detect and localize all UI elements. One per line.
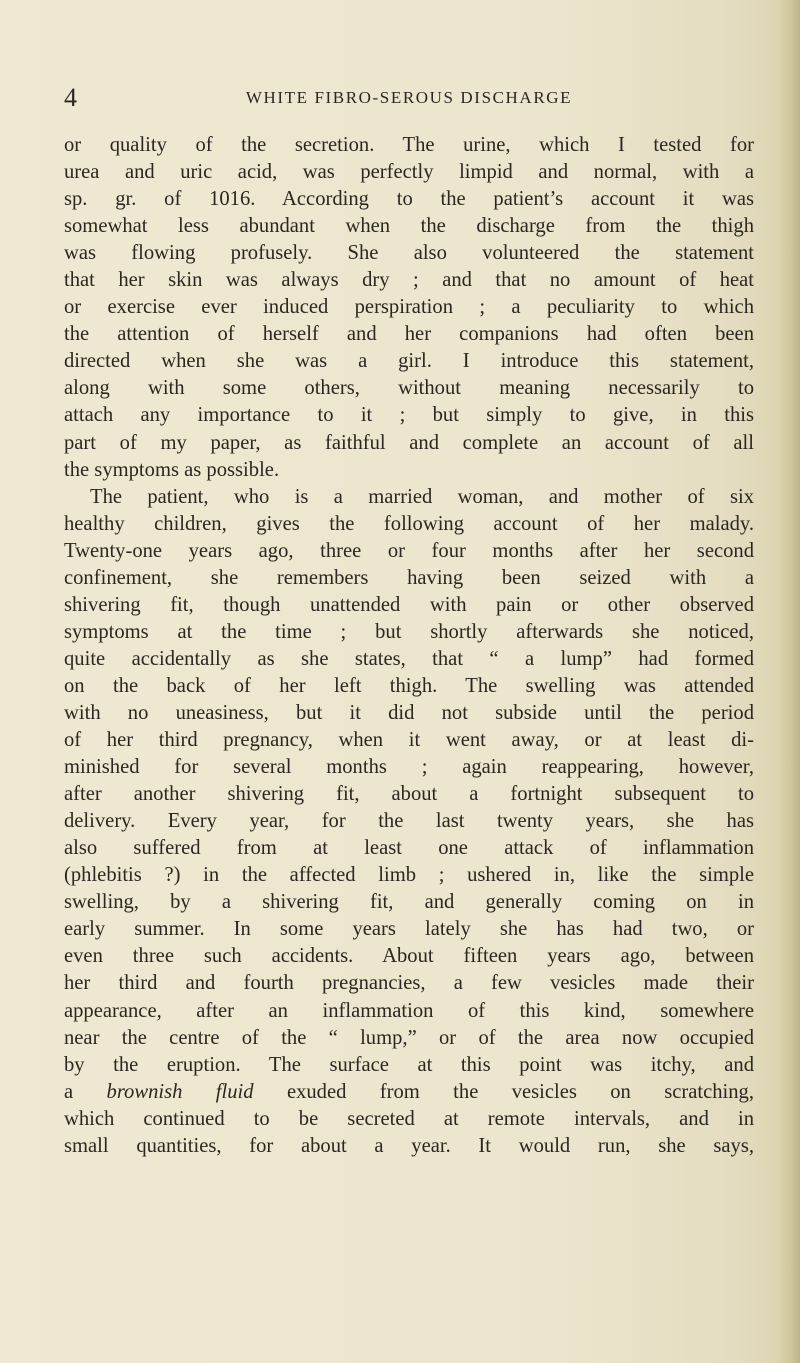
text-line: shivering fit, though unattended with pain or other observed xyxy=(64,593,754,616)
text-line: symptoms at the time ; but shortly afterwards she noticed, xyxy=(64,620,754,643)
text-line: part of my paper, as faithful and complete an account of all xyxy=(64,431,754,454)
text-line: directed when she was a girl. I introduce this statement, xyxy=(64,350,754,373)
text-line: swelling, by a shivering fit, and generally coming on in xyxy=(64,891,754,914)
text-line: by the eruption. The surface at this point was itchy, and xyxy=(64,1053,754,1076)
text-line: delivery. Every year, for the last twenty years, she has xyxy=(64,810,754,833)
text-line: small quantities, for about a year. It would run, she says, xyxy=(64,1134,754,1157)
text-line: the attention of herself and her companions had often been xyxy=(64,323,754,346)
text-line: or quality of the secretion. The urine, which I tested for xyxy=(64,134,754,156)
text-line: on the back of her left thigh. The swelling was attended xyxy=(64,674,754,697)
text-line: the symptoms as possible. xyxy=(64,458,280,481)
text-line: appearance, after an inflammation of this kind, somewhere xyxy=(64,999,754,1022)
text-line: Twenty-one years ago, three or four months after her second xyxy=(64,539,754,562)
italic-phrase: brownish fluid xyxy=(106,1080,254,1103)
text-line: minished for several months ; again reappearing, however, xyxy=(64,756,754,779)
page-number: 4 xyxy=(64,83,77,112)
text-line: The patient, who is a married woman, and mother of six xyxy=(90,485,754,508)
text-line: sp. gr. of 1016. According to the patient’s account it was xyxy=(64,188,754,211)
text-line: also suffered from at least one attack of inflammation xyxy=(64,837,754,860)
text-line: even three such accidents. About fifteen years ago, between xyxy=(64,945,754,968)
body-text xyxy=(64,132,754,1160)
text-line: early summer. In some years lately she has had two, or xyxy=(64,918,754,941)
text-line: urea and uric acid, was perfectly limpid and normal, with a xyxy=(64,161,754,184)
text-line: (phlebitis ?) in the affected limb ; ushered in, like the simple xyxy=(64,864,754,887)
text-line: with no uneasiness, but it did not subside until the period xyxy=(64,701,754,724)
page-header xyxy=(64,82,754,114)
text-line-mixed xyxy=(64,1079,754,1106)
text-line: or exercise ever induced perspiration ; a peculiarity to which xyxy=(64,296,754,319)
text-line: which continued to be secreted at remote intervals, and in xyxy=(64,1107,754,1130)
text-line: somewhat less abundant when the discharge from the thigh xyxy=(64,215,754,238)
text-line: near the centre of the “ lump,” or of the area now occupied xyxy=(64,1026,754,1049)
text-line: healthy children, gives the following account of her malady. xyxy=(64,512,754,535)
text-line: of her third pregnancy, when it went away, or at least di- xyxy=(64,729,754,752)
text-line: after another shivering fit, about a fortnight subsequent to xyxy=(64,783,754,806)
text-line: that her skin was always dry ; and that no amount of heat xyxy=(64,269,754,292)
text-fragment: exuded from the vesicles on scratching, xyxy=(286,1080,754,1103)
text-fragment: a xyxy=(64,1080,74,1103)
text-line: quite accidentally as she states, that “ a lump” had formed xyxy=(64,647,754,670)
text-line: along with some others, without meaning necessarily to xyxy=(64,377,754,400)
text-line: was flowing profusely. She also volunteered the statement xyxy=(64,242,754,265)
running-title: WHITE FIBRO-SEROUS DISCHARGE xyxy=(245,88,573,107)
text-line: attach any importance to it ; but simply to give, in this xyxy=(64,404,754,427)
text-line: confinement, she remembers having been seized with a xyxy=(64,566,754,589)
text-line: her third and fourth pregnancies, a few vesicles made their xyxy=(64,972,754,995)
page-edge-shadow xyxy=(778,0,800,1363)
